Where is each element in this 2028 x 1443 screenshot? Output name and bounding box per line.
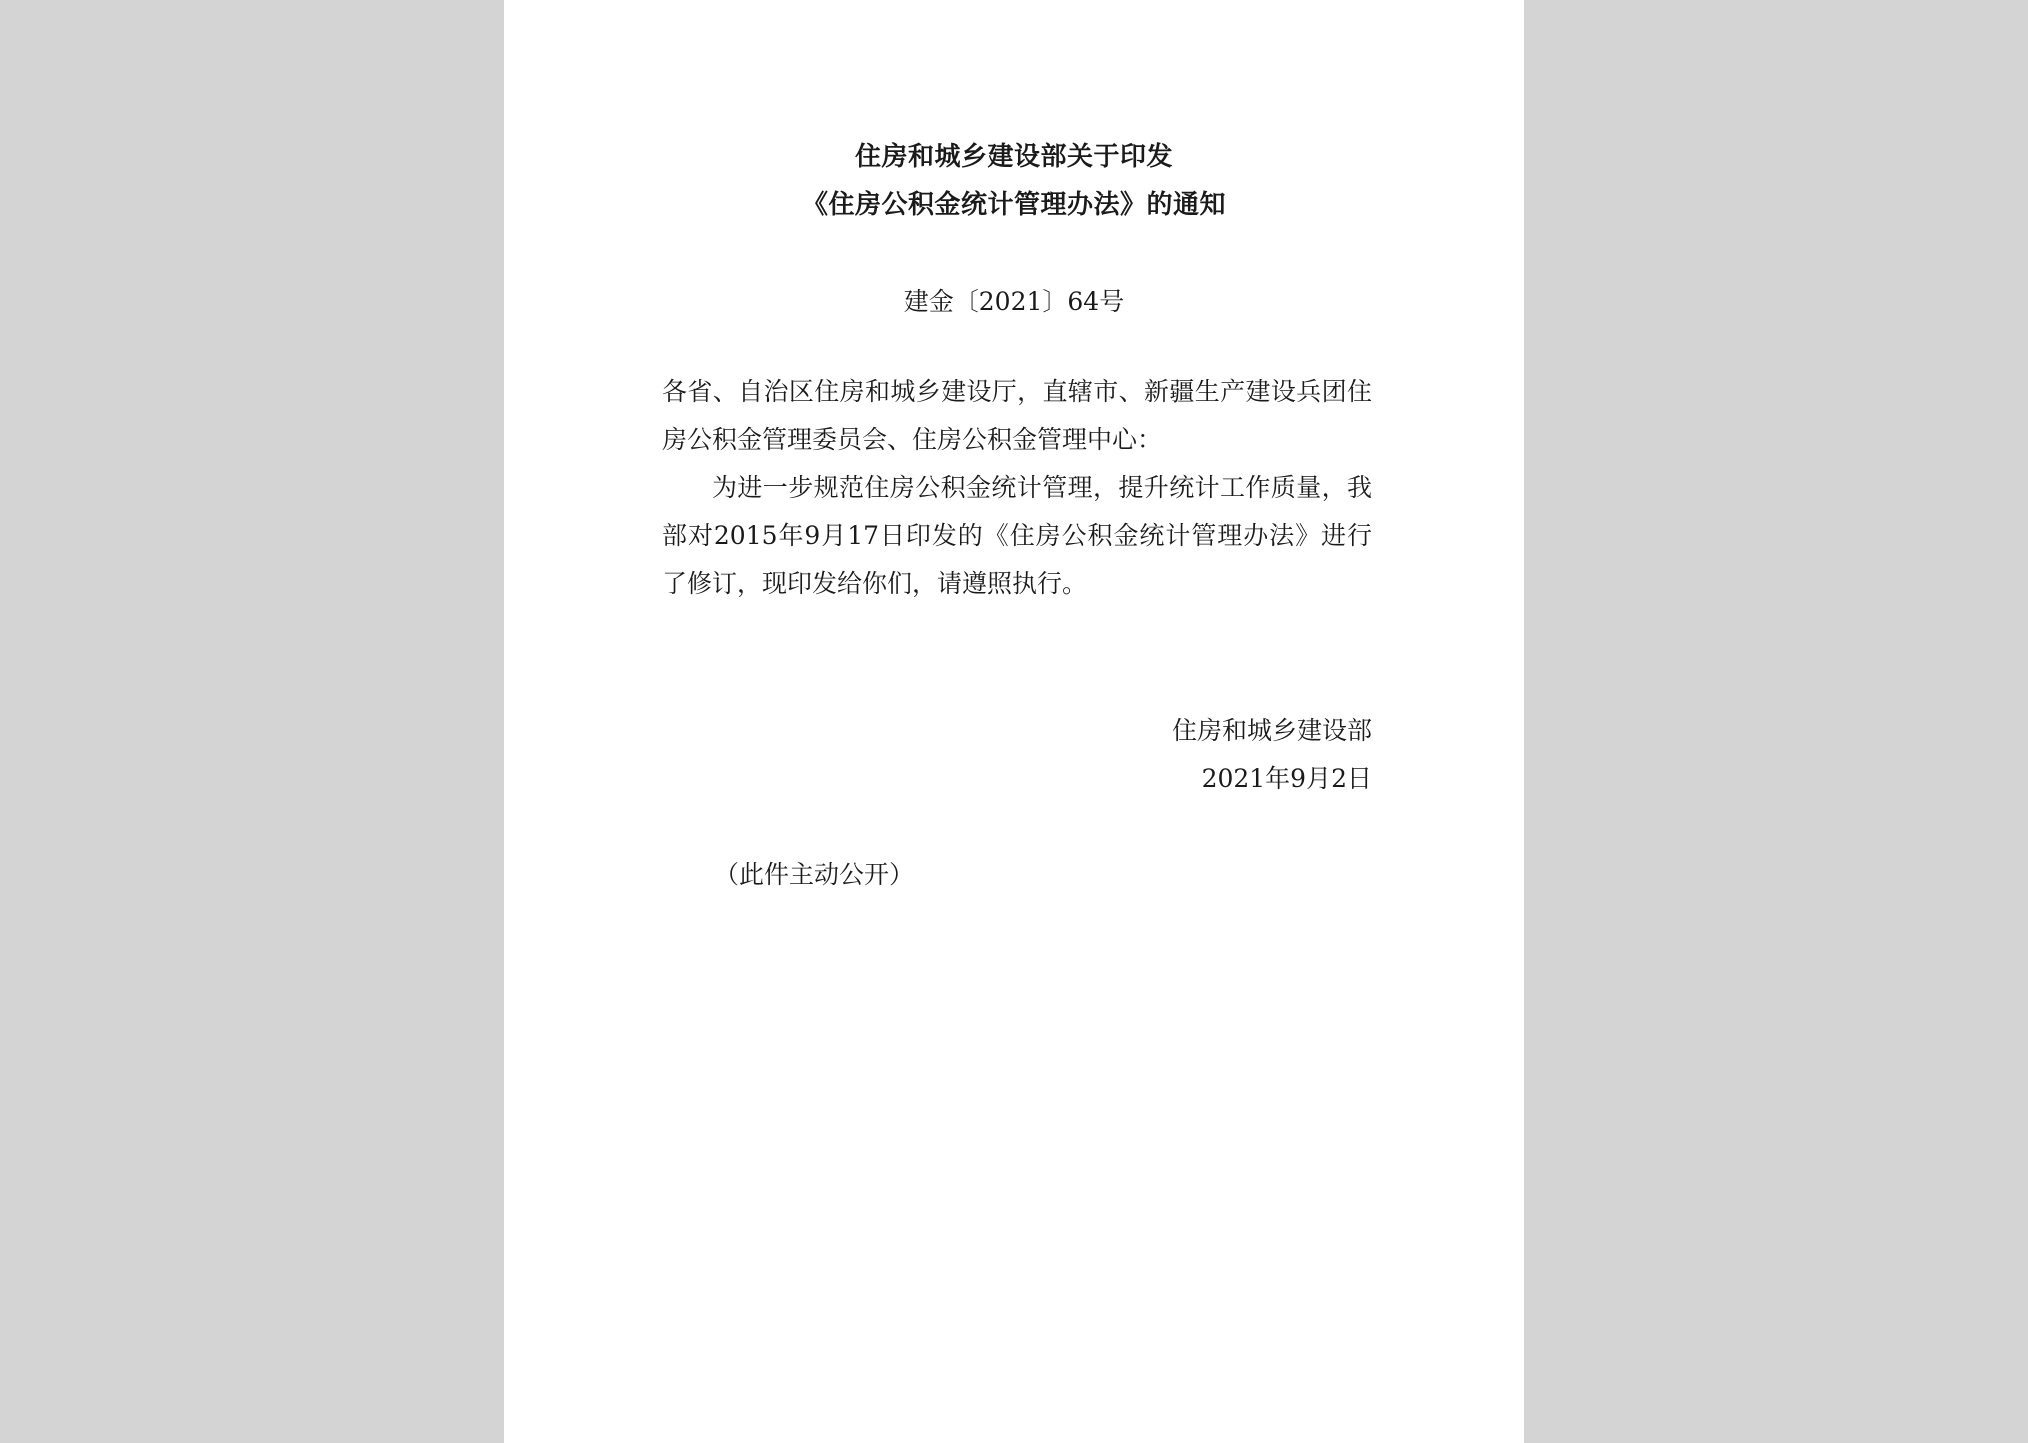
signature-organization: 住房和城乡建设部: [1171, 716, 1372, 745]
document-page: [504, 0, 1524, 1443]
addressee-paragraph: 各省、自治区住房和城乡建设厅，直辖市、新疆生产建设兵团住房公积金管理委员会、住房公积金管理中心：: [662, 377, 1372, 454]
document-title-line2: 《住房公积金统计管理办法》的通知: [801, 190, 1226, 220]
document-title-line1: 住房和城乡建设部关于印发: [854, 142, 1173, 172]
signature-date: 2021年9月2日: [1201, 764, 1372, 793]
document-number: 建金〔2021〕64号: [903, 287, 1125, 316]
public-disclosure-note: （此件主动公开）: [714, 860, 915, 889]
body-paragraph: 为进一步规范住房公积金统计管理，提升统计工作质量，我部对2015年9月17日印发的《住房公积金统计管理办法》进行了修订，现印发给你们，请遵照执行。: [662, 473, 1372, 598]
